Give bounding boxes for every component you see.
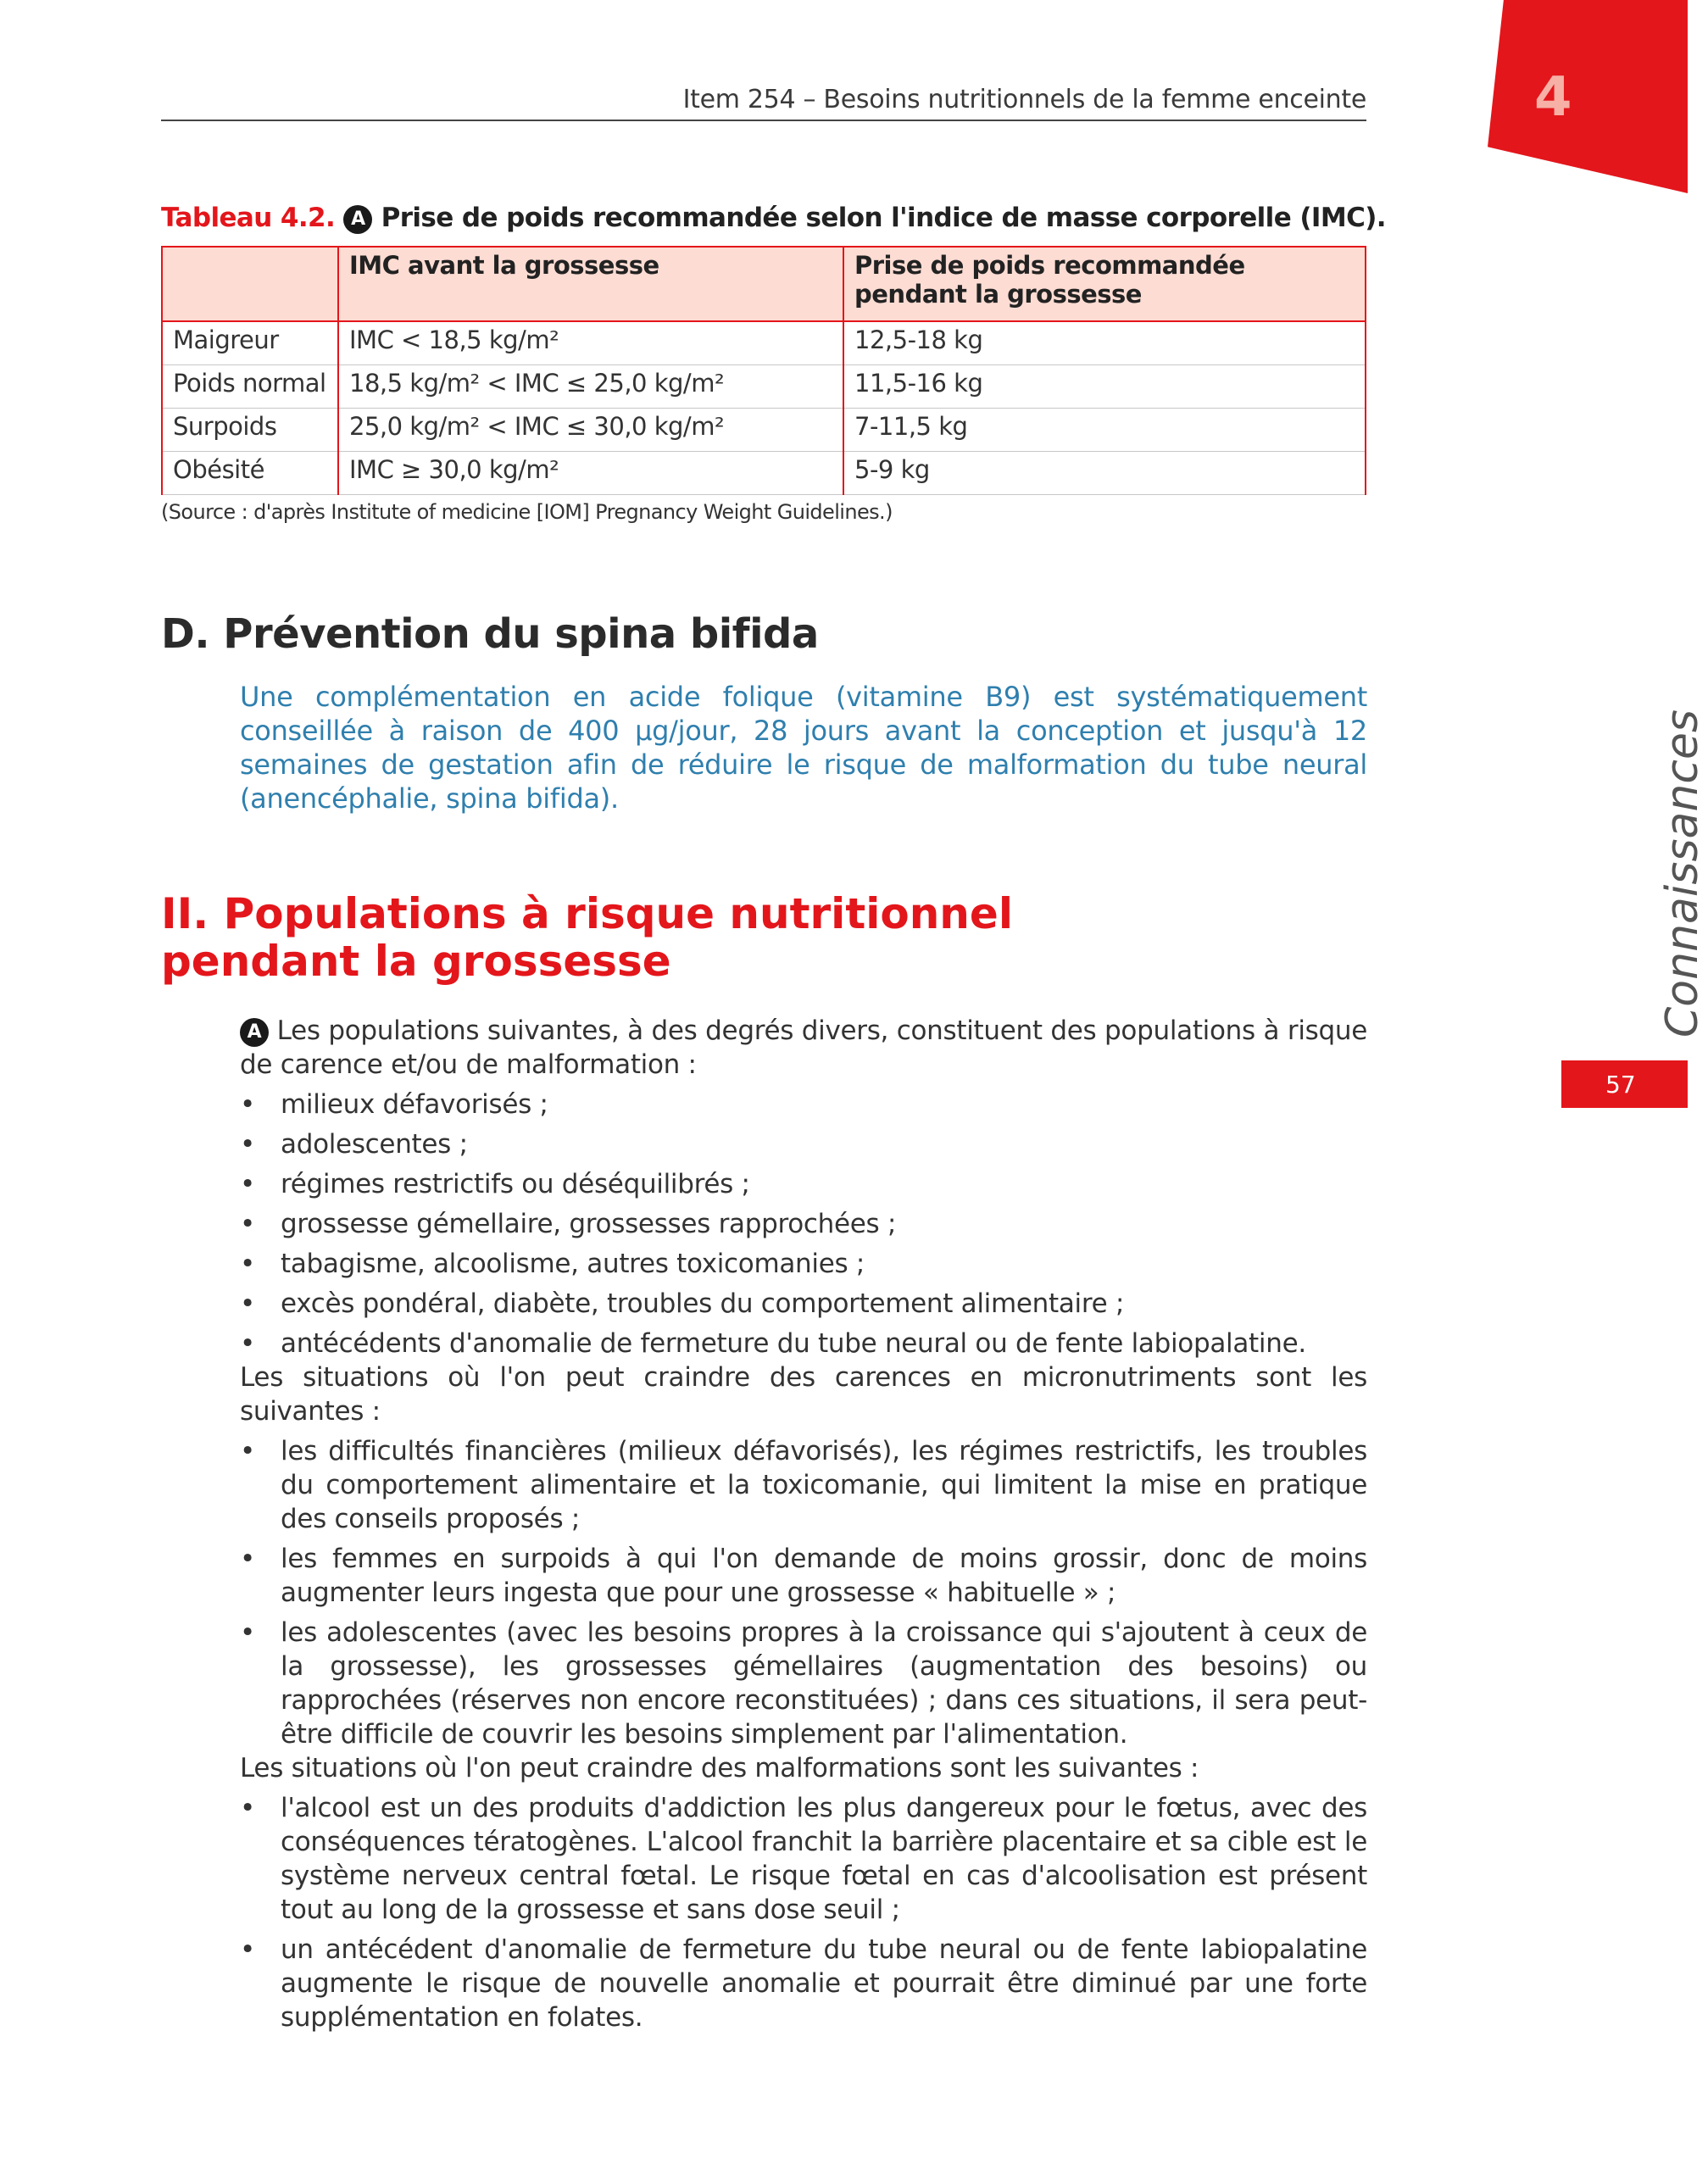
bullet-icon: • — [240, 1328, 255, 1359]
list-item — [240, 1088, 1367, 1121]
table-header-cell: Prise de poids recommandée pendant la grossesse — [843, 247, 1366, 321]
table-cell: 5-9 kg — [843, 452, 1366, 495]
intro-paragraph — [240, 1014, 1367, 1082]
table-header-cell — [162, 247, 338, 321]
folic-acid-paragraph: Une complémentation en acide folique (vitamine B9) est systématiquement conseillée à raison de 400 µg/jour, 28 jours avant la conception et jusqu'à 12 semaines de gestation afin de réduire le risque de malformation du tube neural (anencéphalie, spina bifida). — [240, 681, 1367, 815]
level-a-badge-icon: A — [343, 205, 372, 234]
micronutrient-paragraph: Les situations où l'on peut craindre des carences en micronutriments sont les suivantes : — [240, 1362, 1367, 1427]
level-a-badge-icon: A — [240, 1018, 269, 1047]
running-header: Item 254 – Besoins nutritionnels de la femme enceinte — [682, 85, 1366, 114]
list-item — [240, 1542, 1367, 1610]
risk-populations-list — [240, 1088, 1367, 1360]
bullet-icon: • — [240, 1089, 255, 1120]
section-heading-ii — [161, 890, 1013, 985]
list-item — [240, 1933, 1367, 2034]
list-item-text: grossesse gémellaire, grossesses rapprochées ; — [281, 1209, 897, 1239]
table-cell: 7-11,5 kg — [843, 409, 1366, 452]
table-cell: 11,5-16 kg — [843, 365, 1366, 409]
list-item-text: l'alcool est un des produits d'addiction les plus dangereux pour le fœtus, avec des conséquences tératogènes. L'alcool franchit la barrière placentaire et sa cible est le système nerveux central fœtal. Le risque fœtal en cas d'alcoolisation est présent tout au long de la grossesse et sans dose seuil ; — [281, 1793, 1367, 1925]
chapter-tab — [1488, 0, 1688, 193]
list-item-text: adolescentes ; — [281, 1129, 468, 1160]
page-number: 57 — [1605, 1071, 1636, 1099]
table-cell: IMC ≥ 30,0 kg/m² — [338, 452, 843, 495]
table-cell: 18,5 kg/m² < IMC ≤ 25,0 kg/m² — [338, 365, 843, 409]
malformation-paragraph: Les situations où l'on peut craindre des malformations sont les suivantes : — [240, 1753, 1199, 1783]
list-item-text: un antécédent d'anomalie de fermeture du tube neural ou de fente labiopalatine augmente le risque de nouvelle anomalie et pourrait être diminué par une forte supplémentation en folates. — [281, 1934, 1367, 2033]
table-cell: Poids normal — [162, 365, 338, 409]
bullet-icon: • — [240, 1209, 255, 1239]
list-item-text: tabagisme, alcoolisme, autres toxicomanies ; — [281, 1249, 865, 1279]
micronutrient-risk-list — [240, 1434, 1367, 1751]
list-item-text: antécédents d'anomalie de fermeture du tube neural ou de fente labiopalatine. — [281, 1328, 1306, 1359]
section-heading-line: pendant la grossesse — [161, 937, 671, 986]
malformation-risk-list — [240, 1791, 1367, 2034]
side-section-label: Connaissances — [1657, 709, 1708, 1038]
chapter-number: 4 — [1534, 66, 1572, 129]
table-source: (Source : d'après Institute of medicine [IOM] Pregnancy Weight Guidelines.) — [161, 500, 893, 524]
bullet-icon: • — [240, 1169, 255, 1199]
bullet-icon: • — [240, 1793, 255, 1823]
list-item-text: régimes restrictifs ou déséquilibrés ; — [281, 1169, 750, 1199]
list-item — [240, 1207, 1367, 1241]
bullet-icon: • — [240, 1436, 255, 1466]
bullet-icon: • — [240, 1288, 255, 1319]
list-item — [240, 1247, 1367, 1281]
table-cell: 12,5-18 kg — [843, 321, 1366, 365]
list-item — [240, 1616, 1367, 1751]
list-item — [240, 1127, 1367, 1161]
table-cell: Obésité — [162, 452, 338, 495]
section-heading-line: II. Populations à risque nutritionnel — [161, 889, 1013, 938]
bullet-icon: • — [240, 1249, 255, 1279]
bullet-icon: • — [240, 1129, 255, 1160]
list-item — [240, 1287, 1367, 1321]
table-cell: Maigreur — [162, 321, 338, 365]
table-cell: 25,0 kg/m² < IMC ≤ 30,0 kg/m² — [338, 409, 843, 452]
list-item — [240, 1791, 1367, 1927]
table-cell: IMC < 18,5 kg/m² — [338, 321, 843, 365]
table-caption — [161, 203, 1386, 234]
table-row — [162, 321, 1366, 365]
bullet-icon: • — [240, 1617, 255, 1648]
table-header-cell: IMC avant la grossesse — [338, 247, 843, 321]
table-caption-text: Prise de poids recommandée selon l'indice de masse corporelle (IMC). — [381, 203, 1386, 233]
list-item — [240, 1434, 1367, 1536]
list-item-text: les adolescentes (avec les besoins propres à la croissance qui s'ajoutent à ceux de la grossesse), les grossesses gémellaires (augmentation des besoins) ou rapprochées (réserves non encore reconstituées) ; dans ces situations, il sera peut-être difficile de couvrir les besoins simplement par l'alimentation. — [281, 1617, 1367, 1750]
table-row — [162, 365, 1366, 409]
list-item-text: excès pondéral, diabète, troubles du comportement alimentaire ; — [281, 1288, 1125, 1319]
list-item-text: les femmes en surpoids à qui l'on demande de moins grossir, donc de moins augmenter leurs ingesta que pour une grossesse « habituelle » ; — [281, 1544, 1367, 1608]
table-row — [162, 452, 1366, 495]
section-ii-body — [240, 1014, 1367, 2034]
table-caption-label: Tableau 4.2. — [161, 203, 336, 233]
list-item-text: milieux défavorisés ; — [281, 1089, 548, 1120]
table-cell: Surpoids — [162, 409, 338, 452]
table-header-row — [162, 247, 1366, 321]
imc-weight-gain-table — [161, 246, 1366, 495]
intro-text: Les populations suivantes, à des degrés divers, constituent des populations à risque de carence et/ou de malformation : — [240, 1015, 1367, 1080]
table-row — [162, 409, 1366, 452]
list-item — [240, 1167, 1367, 1201]
list-item — [240, 1327, 1367, 1360]
page-number-tab — [1561, 1060, 1688, 1108]
bullet-icon: • — [240, 1934, 255, 1965]
section-heading-d: D. Prévention du spina bifida — [161, 610, 819, 658]
header-divider — [161, 120, 1366, 121]
list-item-text: les difficultés financières (milieux défavorisés), les régimes restrictifs, les troubles du comportement alimentaire et la toxicomanie, qui limitent la mise en pratique des conseils proposés ; — [281, 1436, 1367, 1534]
bullet-icon: • — [240, 1544, 255, 1574]
